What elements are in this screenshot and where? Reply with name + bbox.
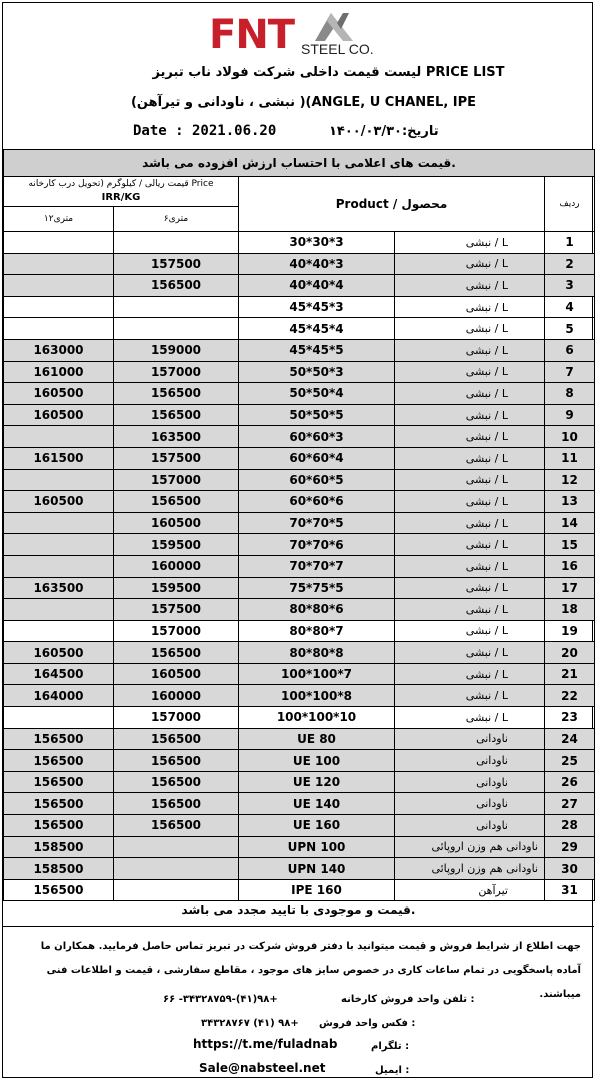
price-list-page: [2, 2, 593, 1078]
size-cell: 45*45*3: [239, 296, 395, 318]
size-cell: 45*45*4: [239, 318, 395, 340]
table-row: [4, 383, 595, 405]
price-12m-cell: 164500: [4, 663, 114, 685]
factory-phone[interactable]: ۶۶ -۳۴۳۲۸۷۵۹-(۴۱)۹۸+: [163, 994, 278, 1005]
table-header-row: [4, 177, 595, 207]
price-6m-cell: 156500: [114, 793, 239, 815]
table-row: [4, 879, 595, 901]
size-cell: 80*80*8: [239, 642, 395, 664]
price-6m-cell: 157000: [114, 361, 239, 383]
product-name-cell: ناودانی: [395, 771, 545, 793]
size-cell: 50*50*3: [239, 361, 395, 383]
size-cell: 100*100*8: [239, 685, 395, 707]
price-6m-cell: 159500: [114, 577, 239, 599]
size-cell: 45*45*5: [239, 339, 395, 361]
price-6m-cell: 157000: [114, 620, 239, 642]
product-name-cell: نبشی / L: [395, 296, 545, 318]
table-row: [4, 577, 595, 599]
table-row: [4, 318, 595, 340]
price-6m-cell: 156500: [114, 642, 239, 664]
table-row: [4, 858, 595, 880]
vat-notice-row: [4, 150, 595, 177]
product-name-cell: ناودانی: [395, 815, 545, 837]
row-index-cell: 23: [545, 707, 595, 729]
footer-divider: [3, 926, 594, 927]
size-cell: 100*100*10: [239, 707, 395, 729]
product-name-cell: تیرآهن: [395, 879, 545, 901]
fax-number[interactable]: ۳۴۳۲۸۷۶۷ (۴۱) ۹۸+: [201, 1018, 299, 1029]
row-index-cell: 4: [545, 296, 595, 318]
table-row: [4, 253, 595, 275]
size-cell: 40*40*4: [239, 275, 395, 297]
product-name-cell: نبشی / L: [395, 491, 545, 513]
row-index-cell: 22: [545, 685, 595, 707]
product-name-cell: نبشی / L: [395, 275, 545, 297]
telegram-link[interactable]: https://t.me/fuladnab: [193, 1037, 338, 1051]
price-6m-cell: [114, 879, 239, 901]
price-header-line1: قیمت ریالی / کیلوگرم (تحویل درب کارخانه Price: [28, 179, 214, 189]
table-row: [4, 339, 595, 361]
product-name-cell: نبشی / L: [395, 663, 545, 685]
page-subtitle: (نبشی ، ناودانی و تیرآهن )(ANGLE, U CHANEL, IPE: [130, 95, 477, 110]
row-index-cell: 29: [545, 836, 595, 858]
size-cell: 70*70*7: [239, 555, 395, 577]
table-row: [4, 663, 595, 685]
price-table: [3, 149, 595, 901]
price-12m-cell: 163500: [4, 577, 114, 599]
size-cell: 60*60*3: [239, 426, 395, 448]
product-name-cell: نبشی / L: [395, 707, 545, 729]
price-12m-cell: 164000: [4, 685, 114, 707]
price-6m-cell: 159500: [114, 534, 239, 556]
table-row: [4, 275, 595, 297]
price-12m-cell: 156500: [4, 771, 114, 793]
price-6m-cell: 157500: [114, 253, 239, 275]
table-row: [4, 426, 595, 448]
row-index-cell: 6: [545, 339, 595, 361]
row-index-cell: 13: [545, 491, 595, 513]
logo-brand: FNT: [209, 12, 295, 58]
row-index-cell: 14: [545, 512, 595, 534]
row-index-cell: 19: [545, 620, 595, 642]
product-name-cell: نبشی / L: [395, 253, 545, 275]
price-6m-cell: 156500: [114, 750, 239, 772]
product-name-cell: نبشی / L: [395, 534, 545, 556]
price-6m-cell: [114, 318, 239, 340]
price-6m-cell: 163500: [114, 426, 239, 448]
price-6m-cell: 159000: [114, 339, 239, 361]
table-row: [4, 404, 595, 426]
table-row: [4, 685, 595, 707]
row-index-cell: 20: [545, 642, 595, 664]
product-name-cell: نبشی / L: [395, 361, 545, 383]
price-12m-cell: [4, 318, 114, 340]
size-cell: UE 80: [239, 728, 395, 750]
size-cell: 30*30*3: [239, 232, 395, 254]
size-cell: UPN 100: [239, 836, 395, 858]
product-name-cell: نبشی / L: [395, 642, 545, 664]
price-6m-cell: 156500: [114, 728, 239, 750]
table-row: [4, 534, 595, 556]
price-12m-cell: 156500: [4, 815, 114, 837]
row-index-cell: 11: [545, 447, 595, 469]
date-english: Date : 2021.06.20: [133, 123, 277, 139]
size-cell: UPN 140: [239, 858, 395, 880]
price-12m-cell: 158500: [4, 858, 114, 880]
product-name-cell: ناودانی هم وزن اروپائی: [395, 836, 545, 858]
size-cell: UE 120: [239, 771, 395, 793]
product-header: Product / محصول: [239, 177, 545, 232]
row-index-cell: 26: [545, 771, 595, 793]
header-6m: ۶متری: [114, 207, 239, 232]
price-12m-cell: 158500: [4, 836, 114, 858]
price-6m-cell: 156500: [114, 275, 239, 297]
product-name-cell: نبشی / L: [395, 404, 545, 426]
price-12m-cell: [4, 296, 114, 318]
row-index-cell: 17: [545, 577, 595, 599]
product-name-cell: نبشی / L: [395, 577, 545, 599]
price-6m-cell: [114, 296, 239, 318]
price-12m-cell: 156500: [4, 728, 114, 750]
table-row: [4, 599, 595, 621]
row-index-cell: 28: [545, 815, 595, 837]
table-row: [4, 620, 595, 642]
price-12m-cell: [4, 555, 114, 577]
price-6m-cell: [114, 858, 239, 880]
table-row: [4, 447, 595, 469]
index-header: ردیف: [545, 177, 595, 232]
row-index-cell: 27: [545, 793, 595, 815]
row-index-cell: 16: [545, 555, 595, 577]
price-12m-cell: 160500: [4, 491, 114, 513]
size-cell: 60*60*6: [239, 491, 395, 513]
table-row: [4, 815, 595, 837]
product-name-cell: نبشی / L: [395, 383, 545, 405]
table-row: [4, 232, 595, 254]
product-name-cell: نبشی / L: [395, 555, 545, 577]
price-12m-cell: [4, 707, 114, 729]
row-index-cell: 24: [545, 728, 595, 750]
price-12m-cell: 160500: [4, 383, 114, 405]
row-index-cell: 21: [545, 663, 595, 685]
table-row: [4, 555, 595, 577]
row-index-cell: 10: [545, 426, 595, 448]
contact-paragraph: جهت اطلاع از شرایط فروش و قیمت میتوانید با دفتر فروش شرکت در تبریز تماس حاصل فرمایید. همکاران ما آماده پاسخگویی در تمام ساعات کاری در خصوص سایز های موجود ، مقاطع سفارشی ، قیمت و اطلاعات فنی میباشند.: [40, 941, 581, 1000]
table-row: [4, 793, 595, 815]
row-index-cell: 3: [545, 275, 595, 297]
price-12m-cell: [4, 512, 114, 534]
price-6m-cell: 157000: [114, 469, 239, 491]
price-12m-cell: 160500: [4, 642, 114, 664]
logo-subtitle: STEEL CO.: [301, 41, 374, 57]
price-header: [4, 177, 239, 207]
row-index-cell: 7: [545, 361, 595, 383]
table-row: [4, 512, 595, 534]
size-cell: 50*50*5: [239, 404, 395, 426]
row-index-cell: 30: [545, 858, 595, 880]
price-6m-cell: 157500: [114, 599, 239, 621]
price-12m-cell: [4, 620, 114, 642]
company-logo: [201, 11, 401, 63]
product-name-cell: ناودانی: [395, 750, 545, 772]
row-index-cell: 9: [545, 404, 595, 426]
product-name-cell: نبشی / L: [395, 620, 545, 642]
price-6m-cell: 160500: [114, 512, 239, 534]
table-row: [4, 296, 595, 318]
table-row: [4, 642, 595, 664]
table-row: [4, 836, 595, 858]
price-6m-cell: 160500: [114, 663, 239, 685]
size-cell: 75*75*5: [239, 577, 395, 599]
email-label: ایمیل :: [375, 1065, 410, 1076]
row-index-cell: 18: [545, 599, 595, 621]
size-cell: 50*50*4: [239, 383, 395, 405]
price-6m-cell: 160000: [114, 685, 239, 707]
table-row: [4, 361, 595, 383]
price-6m-cell: 156500: [114, 383, 239, 405]
product-name-cell: نبشی / L: [395, 469, 545, 491]
row-index-cell: 8: [545, 383, 595, 405]
price-12m-cell: [4, 426, 114, 448]
row-index-cell: 1: [545, 232, 595, 254]
product-name-cell: ناودانی: [395, 793, 545, 815]
product-name-cell: ناودانی: [395, 728, 545, 750]
price-12m-cell: 160500: [4, 404, 114, 426]
price-header-line2: IRR/KG: [101, 192, 141, 203]
product-name-cell: نبشی / L: [395, 318, 545, 340]
size-cell: 60*60*5: [239, 469, 395, 491]
size-cell: UE 100: [239, 750, 395, 772]
product-name-cell: ناودانی هم وزن اروپائی: [395, 858, 545, 880]
price-6m-cell: 156500: [114, 815, 239, 837]
size-cell: 70*70*5: [239, 512, 395, 534]
date-persian: تاریخ:۱۴۰۰/۰۳/۳۰: [329, 124, 439, 139]
table-row: [4, 771, 595, 793]
price-6m-cell: 156500: [114, 491, 239, 513]
header-12m: ۱۲متری: [4, 207, 114, 232]
price-12m-cell: 163000: [4, 339, 114, 361]
product-name-cell: نبشی / L: [395, 426, 545, 448]
price-6m-cell: 156500: [114, 404, 239, 426]
price-6m-cell: 160000: [114, 555, 239, 577]
size-cell: 80*80*7: [239, 620, 395, 642]
price-6m-cell: [114, 836, 239, 858]
price-12m-cell: 156500: [4, 879, 114, 901]
row-index-cell: 2: [545, 253, 595, 275]
product-name-cell: نبشی / L: [395, 599, 545, 621]
price-6m-cell: [114, 232, 239, 254]
size-cell: 100*100*7: [239, 663, 395, 685]
factory-phone-label: تلفن واحد فروش کارخانه :: [341, 994, 475, 1005]
price-12m-cell: [4, 599, 114, 621]
size-cell: UE 140: [239, 793, 395, 815]
price-12m-cell: [4, 232, 114, 254]
table-row: [4, 750, 595, 772]
row-index-cell: 5: [545, 318, 595, 340]
price-6m-cell: 157500: [114, 447, 239, 469]
availability-note: قیمت و موجودی با تایید مجدد می باشد.: [181, 903, 416, 917]
price-12m-cell: [4, 253, 114, 275]
row-index-cell: 25: [545, 750, 595, 772]
email-link[interactable]: Sale@nabsteel.net: [199, 1061, 326, 1075]
row-index-cell: 12: [545, 469, 595, 491]
product-name-cell: نبشی / L: [395, 685, 545, 707]
price-12m-cell: 156500: [4, 793, 114, 815]
size-cell: IPE 160: [239, 879, 395, 901]
price-6m-cell: 156500: [114, 771, 239, 793]
table-row: [4, 728, 595, 750]
price-6m-cell: 157000: [114, 707, 239, 729]
size-cell: 70*70*6: [239, 534, 395, 556]
product-name-cell: نبشی / L: [395, 512, 545, 534]
size-cell: UE 160: [239, 815, 395, 837]
product-name-cell: نبشی / L: [395, 339, 545, 361]
row-index-cell: 15: [545, 534, 595, 556]
row-index-cell: 31: [545, 879, 595, 901]
size-cell: 60*60*4: [239, 447, 395, 469]
size-cell: 40*40*3: [239, 253, 395, 275]
table-row: [4, 469, 595, 491]
table-row: [4, 707, 595, 729]
fax-label: فکس واحد فروش :: [319, 1018, 416, 1029]
price-12m-cell: [4, 275, 114, 297]
price-12m-cell: 161000: [4, 361, 114, 383]
table-row: [4, 491, 595, 513]
price-12m-cell: [4, 534, 114, 556]
price-12m-cell: 156500: [4, 750, 114, 772]
page-title: لیست قیمت داخلی شرکت فولاد ناب تبریز PRICE LIST: [152, 65, 505, 80]
product-name-cell: نبشی / L: [395, 232, 545, 254]
logo-mark-icon: [313, 11, 355, 41]
price-12m-cell: 161500: [4, 447, 114, 469]
product-name-cell: نبشی / L: [395, 447, 545, 469]
telegram-label: تلگرام :: [371, 1041, 410, 1052]
price-12m-cell: [4, 469, 114, 491]
vat-notice: قیمت های اعلامی با احتساب ارزش افزوده می باشد.: [4, 150, 595, 177]
size-cell: 80*80*6: [239, 599, 395, 621]
